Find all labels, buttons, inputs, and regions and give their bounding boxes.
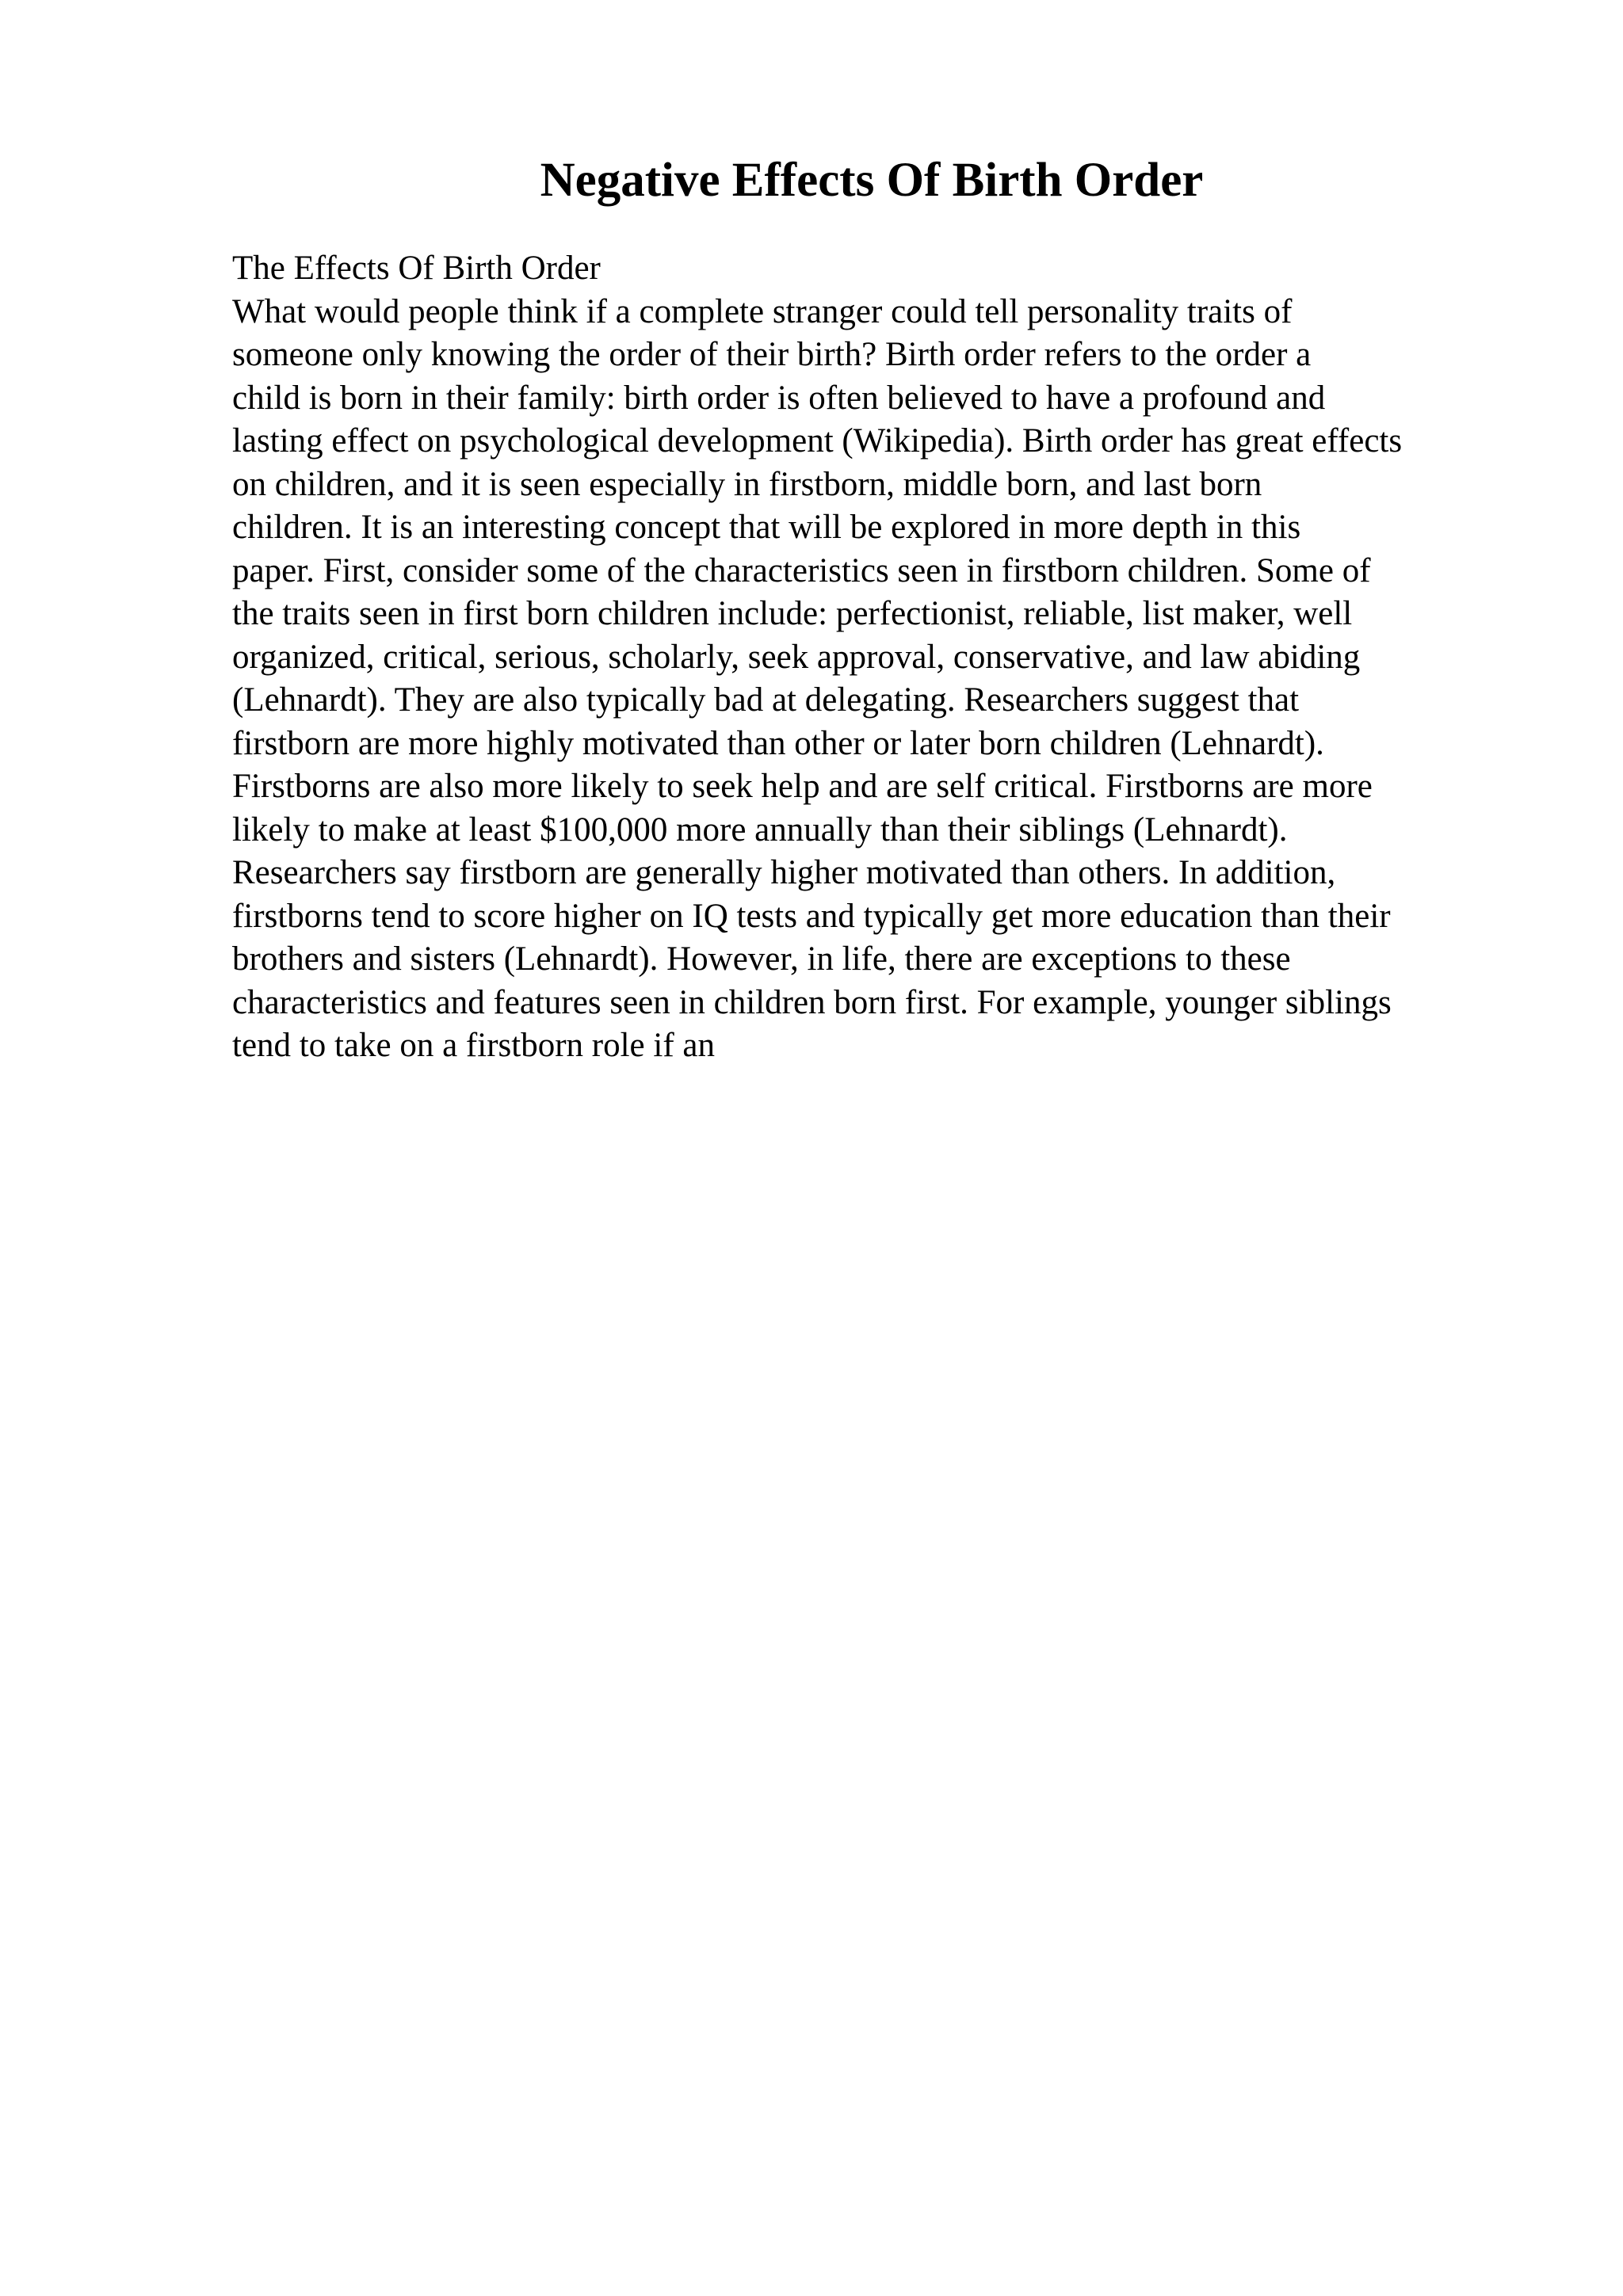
body-line: likely to make at least $100,000 more annually than their siblings (Lehnardt). xyxy=(232,810,1288,849)
body-line: firstborns tend to score higher on IQ tests and typically get more education than their xyxy=(232,897,1391,935)
body-line: child is born in their family: birth order is often believed to have a profound and xyxy=(232,379,1326,417)
body-line: (Lehnardt). They are also typically bad at delegating. Researchers suggest that xyxy=(232,681,1300,719)
body-line: tend to take on a firstborn role if an xyxy=(232,1027,715,1064)
body-line: firstborn are more highly motivated than other or later born children (Lehnardt). xyxy=(232,724,1324,762)
body-line: paper. First, consider some of the characteristics seen in firstborn children. Some of xyxy=(232,551,1371,589)
body-line: Firstborns are also more likely to seek help and are self critical. Firstborns are more xyxy=(232,768,1373,805)
body-line: on children, and it is seen especially in firstborn, middle born, and last born xyxy=(232,465,1262,503)
body-line: characteristics and features seen in children born first. For example, younger siblings xyxy=(232,983,1392,1021)
body-line: brothers and sisters (Lehnardt). However, in life, there are exceptions to these xyxy=(232,940,1291,978)
body-line: Researchers say firstborn are generally higher motivated than others. In addition, xyxy=(232,854,1336,891)
body-line: lasting effect on psychological development (Wikipedia). Birth order has great effects xyxy=(232,422,1403,460)
body-line: children. It is an interesting concept that will be explored in more depth in this xyxy=(232,509,1301,546)
document-body xyxy=(232,247,1516,1068)
body-line: What would people think if a complete stranger could tell personality traits of xyxy=(232,292,1293,330)
body-line: organized, critical, serious, scholarly, seek approval, conservative, and law abiding xyxy=(232,638,1361,676)
document-title: Negative Effects Of Birth Order xyxy=(540,154,1204,207)
subheading: The Effects Of Birth Order xyxy=(232,250,601,287)
body-line: the traits seen in first born children include: perfectionist, reliable, list maker, well xyxy=(232,595,1353,632)
body-line: someone only knowing the order of their birth? Birth order refers to the order a xyxy=(232,336,1312,373)
